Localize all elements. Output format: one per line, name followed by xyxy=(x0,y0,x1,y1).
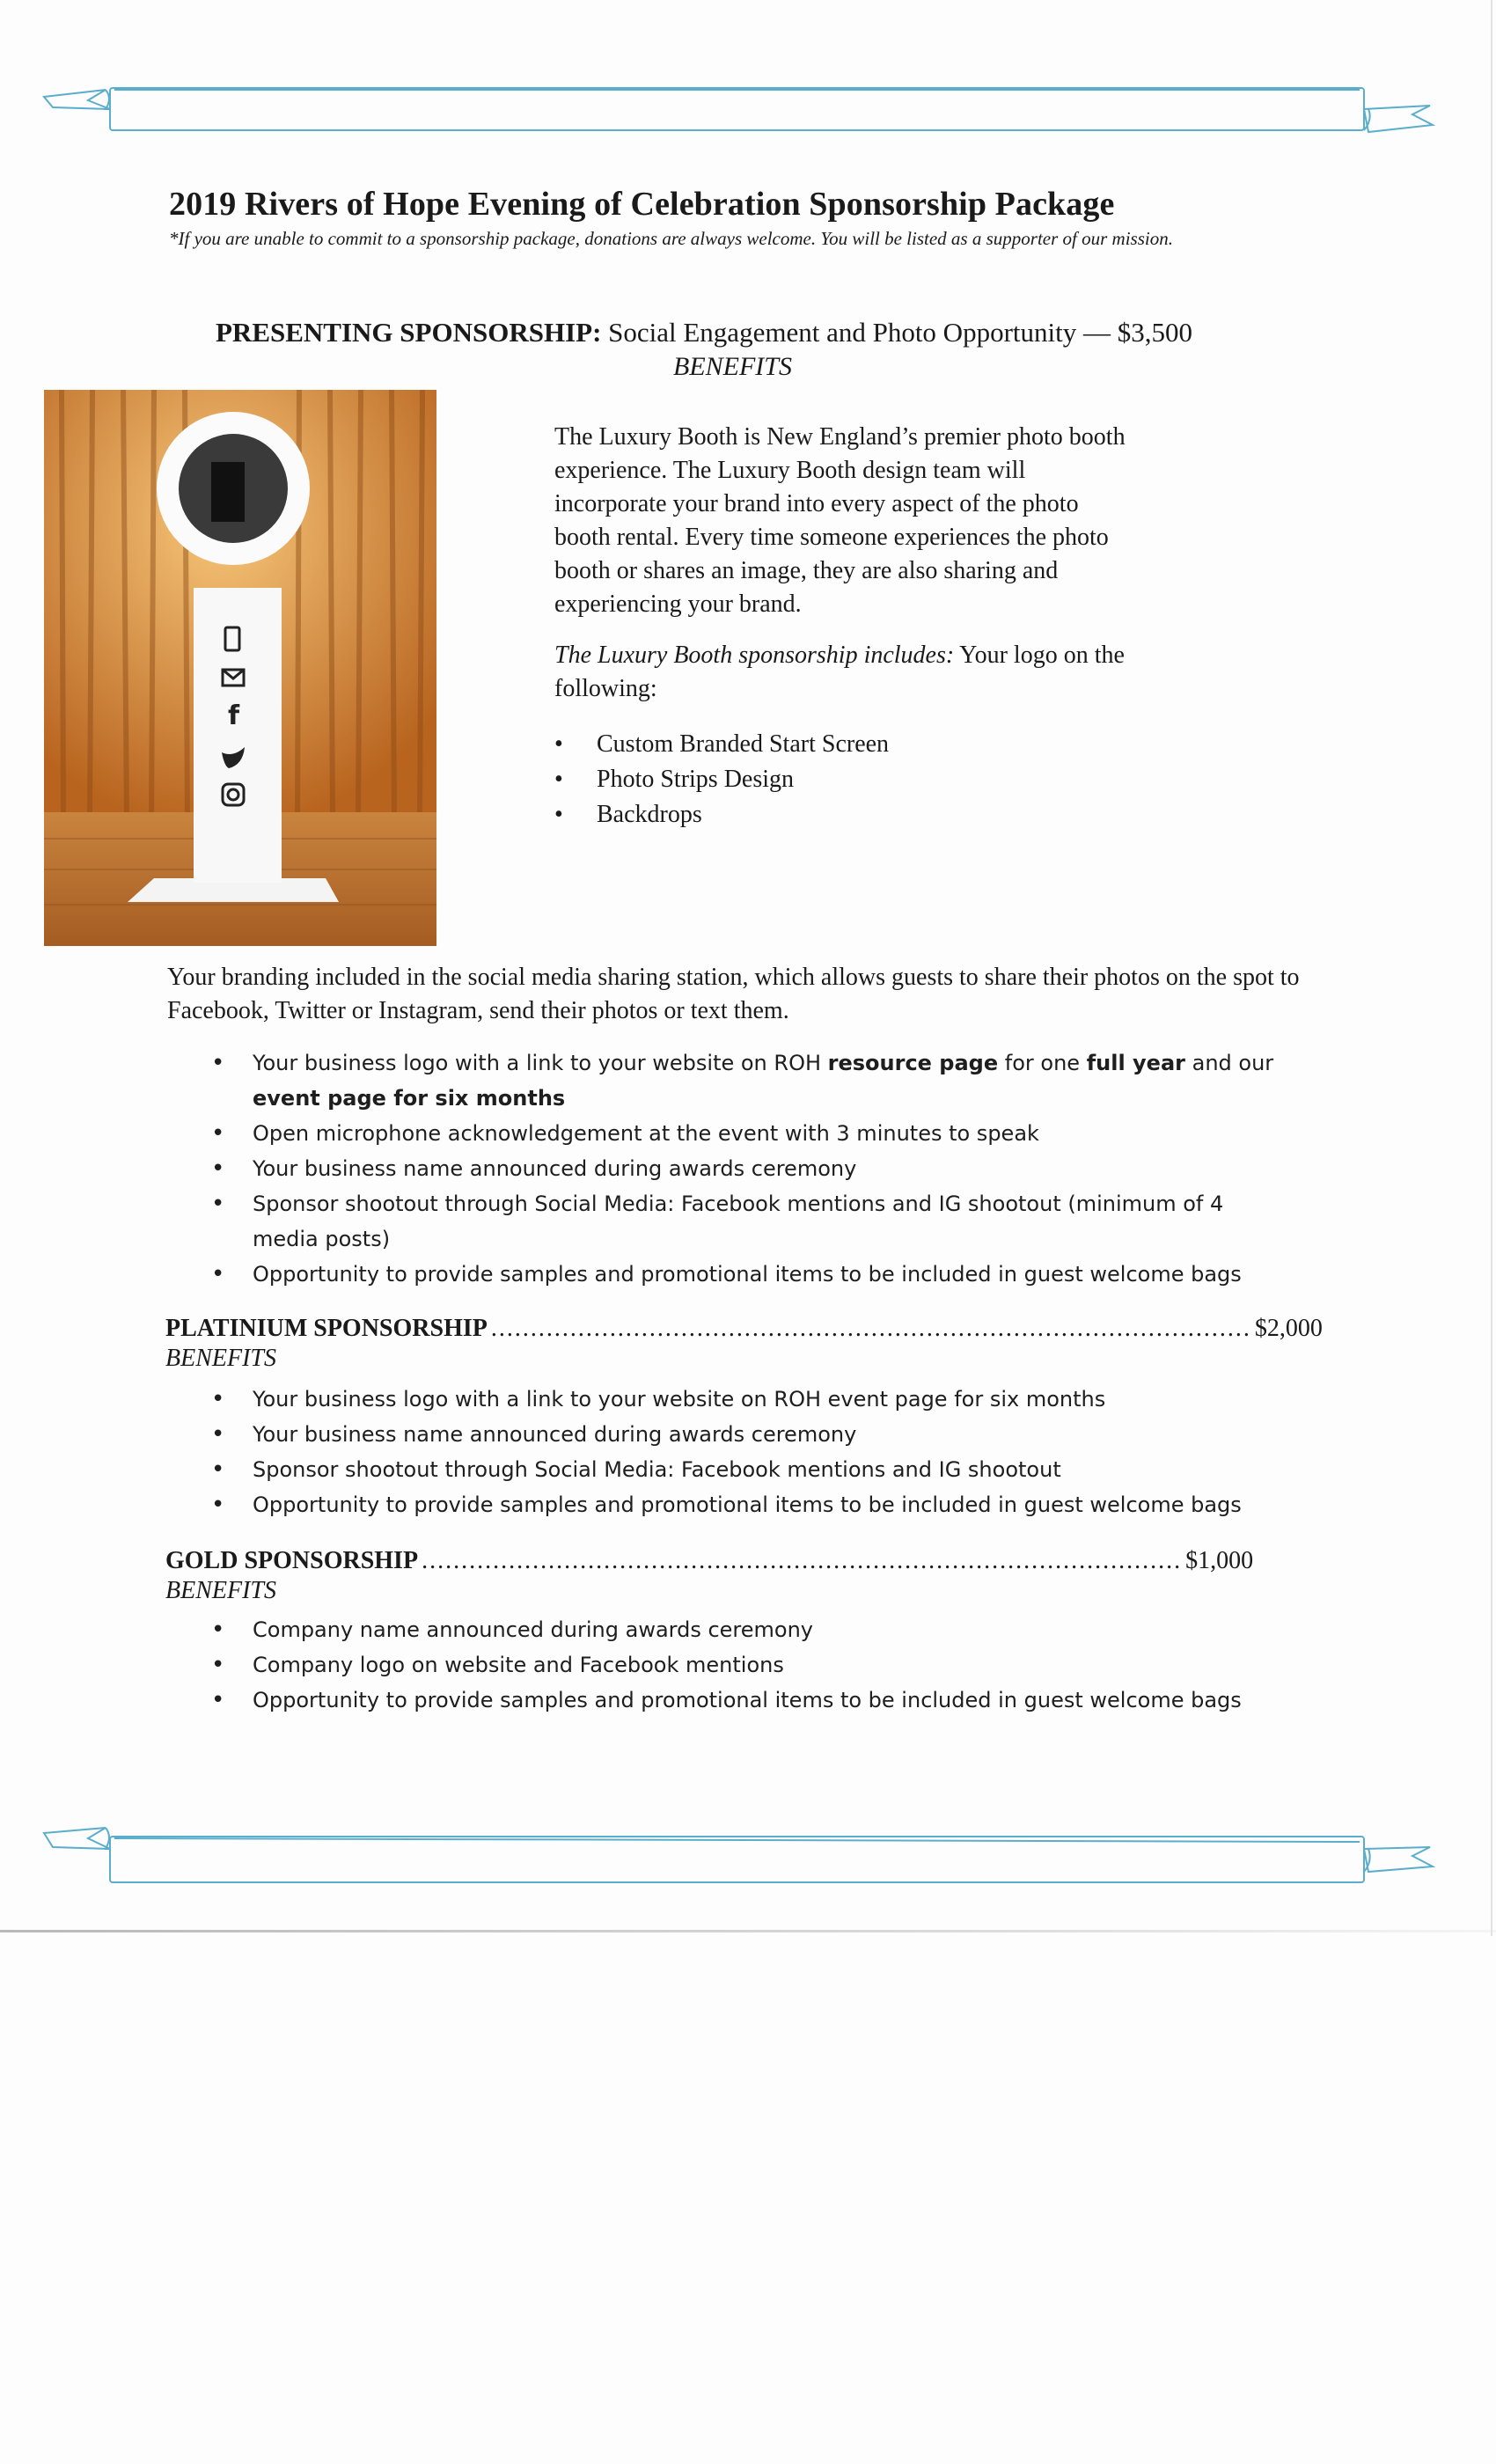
top-ribbon-banner xyxy=(44,63,1434,143)
platinum-benefits-label: BENEFITS xyxy=(165,1345,276,1372)
presenting-sponsorship-heading xyxy=(216,317,1192,348)
booth-items-list xyxy=(554,727,889,832)
list-item: • Sponsor shootout through Social Media: Facebook mentions and IG shootout xyxy=(211,1452,1285,1487)
list-item: • Open microphone acknowledgement at the event with 3 minutes to speak xyxy=(211,1116,1285,1151)
list-item: • Opportunity to provide samples and promotional items to be included in guest welcome bags xyxy=(211,1683,1285,1718)
page-right-edge xyxy=(1491,0,1492,1936)
gold-sponsorship-heading xyxy=(165,1547,1254,1575)
presenting-label: PRESENTING SPONSORSHIP: xyxy=(216,317,602,348)
list-item: • Sponsor shootout through Social Media: Facebook mentions and IG shootout (minimum of 4 media posts) xyxy=(211,1186,1285,1257)
list-item: • Your business logo with a link to your website on ROH event page for six months xyxy=(211,1382,1285,1417)
list-item: • Your business name announced during awards ceremony xyxy=(211,1417,1285,1452)
list-item: • Company logo on website and Facebook mentions xyxy=(211,1647,1285,1683)
platinum-benefits-list xyxy=(211,1382,1285,1522)
branding-paragraph: Your branding included in the social media sharing station, which allows guests to share their photos on the spot to Facebook, Twitter or Instagram, send their photos or text them. xyxy=(167,964,1300,1024)
text-run: Your business logo with a link to your website on ROH xyxy=(253,1051,828,1075)
text-run-bold: event page for six months xyxy=(253,1086,566,1111)
list-item: • Backdrops xyxy=(554,797,889,832)
page-title: 2019 Rivers of Hope Evening of Celebration Sponsorship Package xyxy=(169,186,1115,223)
text-run-bold: full year xyxy=(1086,1051,1185,1075)
text-run-bold: resource page xyxy=(827,1051,999,1075)
platinum-sponsorship-heading xyxy=(165,1315,1323,1343)
presenting-subtitle: Social Engagement and Photo Opportunity — $3,500 xyxy=(608,317,1192,348)
tier-name: GOLD SPONSORSHIP xyxy=(165,1547,419,1574)
donation-note: *If you are unable to commit to a sponsorship package, donations are always welcome. You will be listed as a supporter of our mission. xyxy=(169,228,1173,249)
photo-booth-image xyxy=(44,390,436,946)
svg-text:f: f xyxy=(228,700,240,731)
list-item: • Photo Strips Design xyxy=(554,762,889,797)
gold-benefits-label: BENEFITS xyxy=(165,1577,276,1604)
bottom-ribbon-banner xyxy=(44,1817,1434,1896)
includes-lead: The Luxury Booth sponsorship includes: xyxy=(554,642,955,669)
list-item: • Opportunity to provide samples and promotional items to be included in guest welcome bags xyxy=(211,1487,1285,1522)
page-bottom-edge xyxy=(0,1930,1496,1932)
text-run: and our xyxy=(1184,1051,1274,1075)
tier-price: $2,000 xyxy=(1254,1315,1323,1342)
text-run: for one xyxy=(998,1051,1087,1075)
list-item: • Your business name announced during awards ceremony xyxy=(211,1151,1285,1186)
tier-name: PLATINIUM SPONSORSHIP xyxy=(165,1315,488,1342)
luxury-booth-includes xyxy=(554,639,1135,706)
leader-dots: ................................................................................................ xyxy=(422,1547,1183,1574)
list-item xyxy=(211,1045,1285,1116)
gold-benefits-list xyxy=(211,1612,1285,1718)
presenting-benefits-label: BENEFITS xyxy=(673,352,792,381)
presenting-benefits-list xyxy=(211,1045,1285,1292)
list-item: • Opportunity to provide samples and promotional items to be included in guest welcome bags xyxy=(211,1257,1285,1292)
tier-price: $1,000 xyxy=(1185,1547,1254,1574)
luxury-booth-description: The Luxury Booth is New England’s premier photo booth experience. The Luxury Booth design team will incorporate your brand into every aspect of the photo booth rental. Every time someone experiences the photo booth or shares an image, they are also sharing and experiencing your brand. xyxy=(554,423,1126,618)
leader-dots: ................................................................................................ xyxy=(490,1315,1251,1342)
list-item: • Company name announced during awards ceremony xyxy=(211,1612,1285,1647)
list-item: • Custom Branded Start Screen xyxy=(554,727,889,762)
includes-rest: Your logo on the following: xyxy=(554,642,1125,702)
